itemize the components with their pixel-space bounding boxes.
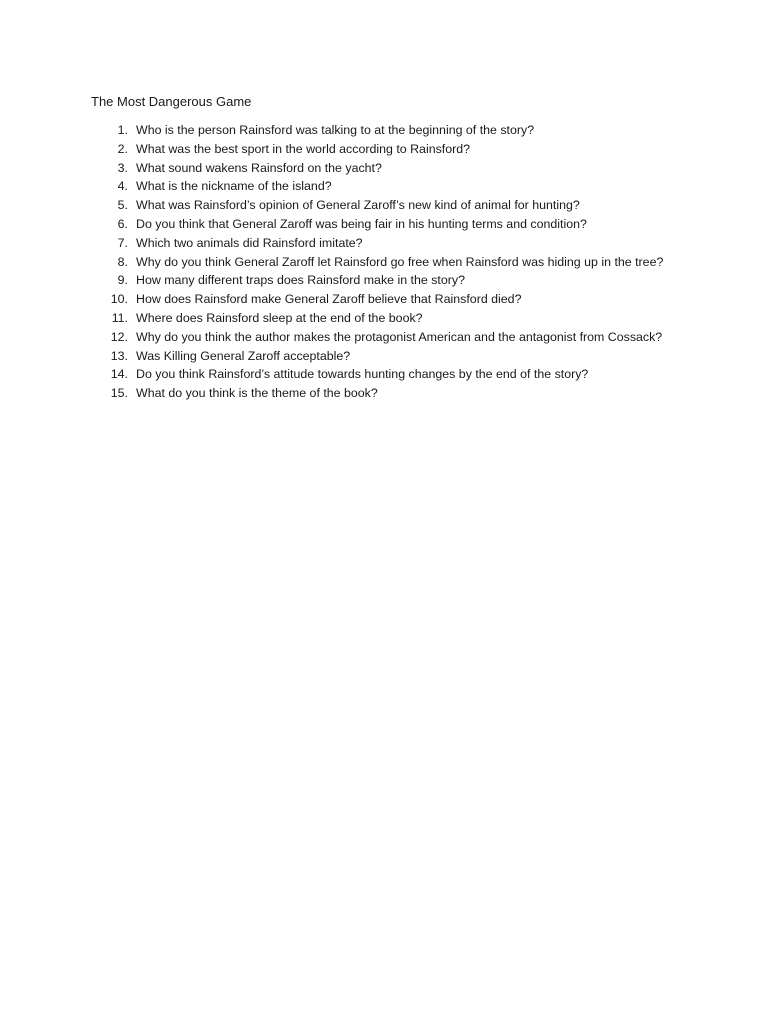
- question-number: 6.: [117, 216, 128, 231]
- question-text: Do you think that General Zaroff was being fair in his hunting terms and condition?: [136, 216, 587, 231]
- question-number: 5.: [117, 198, 128, 213]
- question-text: What do you think is the theme of the book?: [136, 386, 378, 401]
- question-number: 3.: [117, 160, 128, 175]
- question-number: 12.: [110, 329, 128, 344]
- question-number: 15.: [110, 386, 128, 401]
- question-number: 7.: [117, 235, 128, 250]
- question-number: 9.: [117, 273, 128, 288]
- question-number: 14.: [110, 367, 128, 382]
- question-number: 1.: [117, 123, 128, 137]
- question-text: Do you think Rainsford’s attitude towards hunting changes by the end of the story?: [136, 367, 589, 382]
- question-text: How many different traps does Rainsford make in the story?: [136, 273, 465, 288]
- question-number: 11.: [111, 310, 128, 325]
- question-text: Who is the person Rainsford was talking to at the beginning of the story?: [136, 123, 535, 137]
- question-text: Was Killing General Zaroff acceptable?: [136, 348, 351, 363]
- question-number: 10.: [110, 292, 128, 307]
- question-text: Why do you think General Zaroff let Rainsford go free when Rainsford was hiding up in the tree?: [136, 254, 664, 269]
- question-text: What was the best sport in the world according to Rainsford?: [136, 141, 471, 156]
- question-number: 13.: [110, 348, 128, 363]
- question-number: 2.: [117, 141, 128, 156]
- question-text: What sound wakens Rainsford on the yacht?: [136, 160, 382, 175]
- question-number: 8.: [117, 254, 128, 269]
- document-title: The Most Dangerous Game: [91, 94, 252, 109]
- question-text: How does Rainsford make General Zaroff believe that Rainsford died?: [136, 292, 522, 307]
- question-text: What is the nickname of the island?: [136, 179, 332, 194]
- question-text: Why do you think the author makes the protagonist American and the antagonist from Cossack?: [136, 329, 663, 344]
- question-text: Which two animals did Rainsford imitate?: [136, 235, 363, 250]
- question-number: 4.: [117, 179, 128, 194]
- question-text: Where does Rainsford sleep at the end of the book?: [136, 310, 423, 325]
- question-text: What was Rainsford’s opinion of General Zaroff’s new kind of animal for hunting?: [136, 198, 580, 213]
